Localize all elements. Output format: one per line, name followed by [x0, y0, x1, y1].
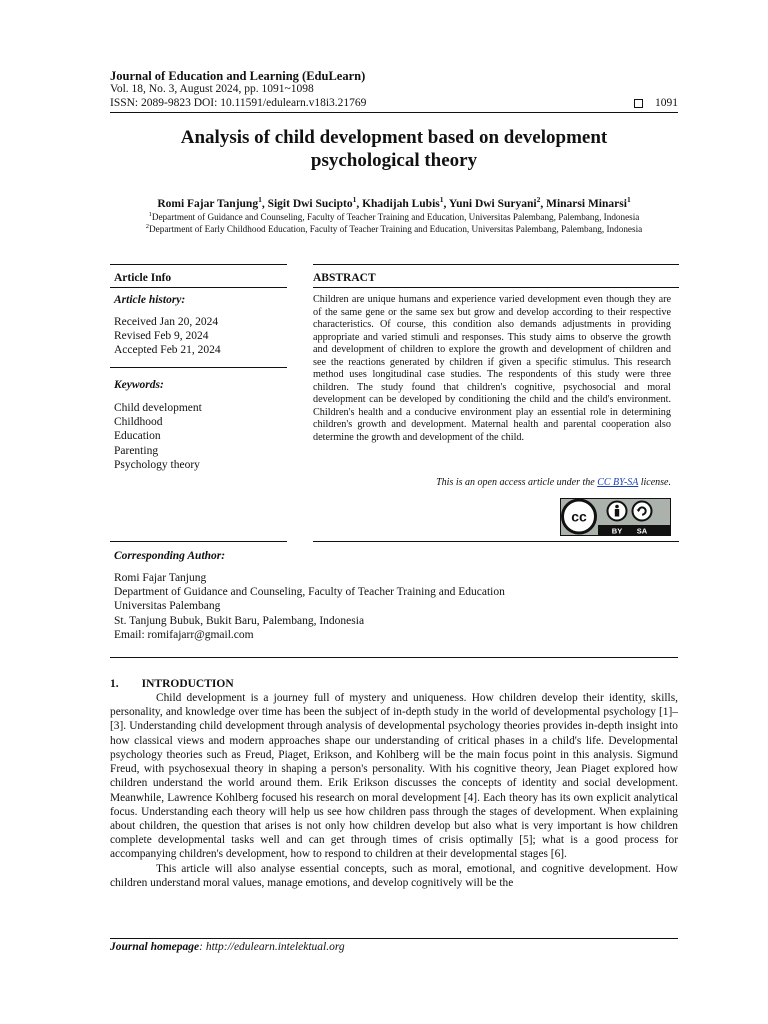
abstract-text: Children are unique humans and experience varied development even though they are of the same gene or the same sex but grow and develop according to their respective characteristics. Of course, this condition also demands adjustments in providing appropriate and varied stimuli and responses. This study aims to observe the growth and development of children to explore the growth and development of children and see the reactions generated by children if given a specific stimulus. This research method uses longitudinal case studies. The respondents of this study were three children. The study found that children's cognitive, psychosocial and moral development can be developed by conditioning the child and the child's environment. Children's health and a conducive environment play an essential role in determining children's growth and development. Maternal health and parental cooperation also determine the growth and development of the child. [313, 294, 671, 444]
corresponding-heading: Corresponding Author: [114, 550, 226, 562]
header-rule [110, 112, 678, 113]
title-line-1: Analysis of child development based on development [180, 127, 608, 148]
keyword: Psychology theory [114, 458, 200, 471]
author: Romi Fajar Tanjung$^1$, [157, 195, 268, 210]
info-sub-rule [110, 287, 287, 288]
svg-text:SA: SA [636, 526, 648, 536]
author: Yuni Dwi Suryani$^2$, [448, 195, 547, 210]
keyword: Education [114, 430, 161, 443]
abstract-sub-rule [313, 287, 679, 288]
title-line-2: psychological theory [310, 150, 478, 171]
svg-text:BY: BY [611, 526, 623, 536]
received-date: Received Jan 20, 2024 [114, 316, 219, 328]
affiliation-2: $^2$Department of Early Childhood Education, Faculty of Teacher Training and Education, Universitas Palembang, Palembang, Indonesia [145, 223, 643, 235]
cc-badge-icon [560, 498, 671, 536]
cc-license-link[interactable]: CC BY-SA [597, 477, 639, 488]
keyword: Parenting [114, 444, 159, 457]
intro-paragraph-1: Child development is a journey full of mystery and uniqueness. How children develop their identity, skills, personality, and knowledge over time has been the subject of in-depth study in the world of developmental psychology [1]–[3]. Understanding child development through analysis of developmental psychology theories provides in-depth insight into how classical views and modern approaches shape our understanding of critical phases in a child's life. Developmental psychology theories such as Freud, Piaget, Erikson, and Kohlberg will be the main focus point in this analysis. Sigmund Freud, with psychosexual theory in shaping a person's personality. With his cognitive theory, Jean Piaget explored how children understand the world around them. Erik Erikson discusses the concepts of identity and social development. Meanwhile, Lawrence Kohlberg focused his research on moral development [4]. Each theory has its own explicit analytical focus. Understanding each theory will help us see how children pass through the stages of development. When explaining about children, the question that arises is not only how children develop but also what is very important is how children complete developmental tasks well and can get through times of crisis optimally [5]; what is a good process for accompanying children's development, how to respond to children at their developmental stages [6]. [110, 692, 678, 861]
keyword-list [114, 401, 202, 472]
paper-title [110, 126, 678, 172]
journal-homepage [110, 941, 345, 953]
homepage-label: Journal homepage [110, 941, 200, 953]
license-note: This is an open access article under the CC BY-SA license. [436, 477, 671, 488]
journal-name: Journal of Education and Learning (EduLearn) [110, 69, 366, 83]
corr-name: Romi Fajar Tanjung [114, 572, 207, 584]
intro-paragraph-2: This article will also analyse essential concepts, such as moral, emotional, and cognitive development. How children understand moral values, manage emotions, and develop cognitively will be the [110, 862, 678, 889]
homepage-url[interactable]: : http://edulearn.intelektual.org [199, 941, 345, 953]
corr-top-rule-right [313, 541, 679, 542]
revised-date: Revised Feb 9, 2024 [114, 330, 209, 343]
corr-address: St. Tanjung Bubuk, Bukit Baru, Palembang, Indonesia [114, 614, 365, 627]
info-top-rule [110, 264, 287, 265]
keywords-rule [110, 367, 287, 368]
svg-text:cc: cc [571, 508, 587, 525]
page-number-block [634, 97, 678, 109]
issn-doi: ISSN: 2089-9823 DOI: 10.11591/edulearn.v18i3.21769 [110, 97, 367, 109]
keyword: Childhood [114, 416, 163, 429]
history-list [114, 315, 221, 358]
corr-email: Email: romifajarr@gmail.com [114, 628, 254, 641]
page-number: 1091 [655, 97, 678, 109]
abstract-top-rule [313, 264, 679, 265]
volume-info: Vol. 18, No. 3, August 2024, pp. 1091~1098 [110, 83, 314, 95]
author: Khadijah Lubis$^1$, [362, 195, 449, 210]
corr-bottom-rule [110, 657, 678, 658]
abstract-heading: ABSTRACT [313, 272, 376, 284]
accepted-date: Accepted Feb 21, 2024 [114, 344, 221, 357]
cc-by-sa-badge[interactable] [560, 498, 671, 536]
affiliation-1: $^1$Department of Guidance and Counseling, Faculty of Teacher Training and Education, Universitas Palembang, Palembang, Indonesia [148, 211, 640, 223]
introduction-body [110, 691, 678, 890]
author-list [110, 195, 678, 210]
footer-rule [110, 938, 678, 939]
history-heading: Article history: [114, 294, 186, 306]
keywords-heading: Keywords: [114, 379, 164, 391]
corresponding-details [114, 571, 505, 642]
corr-dept: Department of Guidance and Counseling, Faculty of Teacher Training and Education [114, 586, 505, 599]
introduction-heading: 1. INTRODUCTION [110, 678, 234, 690]
corr-top-rule [110, 541, 287, 542]
author: Sigit Dwi Sucipto$^1$, [267, 195, 363, 210]
corr-univ: Universitas Palembang [114, 600, 221, 613]
keyword: Child development [114, 402, 202, 414]
article-info-heading: Article Info [114, 272, 172, 284]
author: Minarsi Minarsi$^1$ [546, 195, 631, 210]
square-icon [634, 99, 643, 108]
